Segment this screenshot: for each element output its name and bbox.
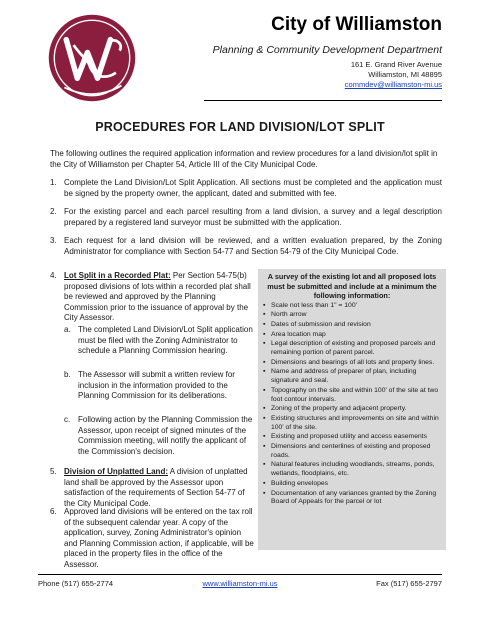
- list-item: [64, 370, 254, 402]
- city-logo-icon: [46, 12, 138, 104]
- item-text: Approved land divisions will be entered on the tax roll of the subsequent calendar year. A copy of the application, survey, Zoning Administrator's opinion and Planning Commission action, if applicable, will be placed in the property files in the office of the Assessor.: [64, 507, 254, 569]
- item-heading: Lot Split in a Recorded Plat:: [64, 271, 171, 280]
- item-text: Complete the Land Division/Lot Split Application. All sections must be completed and the application must be signed by the property owner, the applicant, dated and submitted with fee.: [64, 178, 442, 198]
- list-item: [64, 415, 254, 457]
- item-number: 1.: [50, 178, 57, 187]
- list-item: [50, 271, 254, 324]
- footer-divider: [38, 574, 442, 575]
- address-city: Williamston, MI 48895: [368, 70, 442, 79]
- item-text: Lot Split in a Recorded Plat: Per Section 54-75(b) proposed divisions of lots within a recorded plat shall be reviewed and approved by the Planning Commission prior to the issuance of approval by the City Assessor.: [64, 271, 251, 322]
- list-item: ▪ Topography on the site and within 100' of the site at two foot contour intervals.: [263, 387, 441, 404]
- list-item: ▪ Area location map: [263, 331, 441, 340]
- header-divider: [204, 100, 442, 101]
- address-street: 161 E. Grand River Avenue: [350, 60, 442, 69]
- list-item: [50, 178, 442, 199]
- item-text: Division of Unplatted Land: A division of unplatted land shall be approved by the Assessor upon satisfaction of the requirements of Section 54-77 of the City Municipal Code.: [64, 467, 248, 508]
- list-item: ▪ Name and address of preparer of plan, including signature and seal.: [263, 368, 441, 385]
- list-item: ▪ Documentation of any variances granted by the Zoning Board of Appeals for the parcel or lot: [263, 490, 441, 507]
- item-number: 6.: [50, 507, 57, 516]
- item-heading: Division of Unplatted Land:: [64, 467, 168, 476]
- list-item: ▪ Natural features including woodlands, streams, ponds, wetlands, floodplains, etc.: [263, 461, 441, 478]
- city-title: City of Williamston: [271, 14, 442, 35]
- intro-paragraph: The following outlines the required application information and review procedures for a land division/lot split in the City of Williamston per Chapter 54, Article III of the City Municipal Code.: [50, 149, 438, 169]
- list-item: [50, 207, 442, 228]
- list-item: ▪ Dimensions and centerlines of existing and proposed roads.: [263, 443, 441, 460]
- list-item: ▪ Existing and proposed utility and access easements: [263, 433, 441, 442]
- survey-requirements-box: [258, 269, 446, 550]
- list-item: ▪ Building envelopes: [263, 480, 441, 489]
- department-name: Planning & Community Development Department: [212, 44, 442, 56]
- list-item: ▪ Zoning of the property and adjacent property.: [263, 405, 441, 414]
- item-number: 5.: [50, 467, 57, 476]
- list-item: [64, 325, 254, 357]
- item-number: 4.: [50, 271, 57, 280]
- list-item: [50, 507, 254, 570]
- subitem-text: The completed Land Division/Lot Split application must be filed with the Zoning Administrator to schedule a Planning Commission hearing.: [78, 325, 253, 355]
- item-number: 3.: [50, 236, 57, 245]
- list-item: ▪ North arrow: [263, 311, 441, 320]
- footer-fax: Fax (517) 655-2797: [376, 579, 442, 588]
- list-item: [50, 236, 442, 257]
- footer-website-link[interactable]: www.williamston-mi.us: [202, 579, 278, 588]
- subitem-text: Following action by the Planning Commission the Assessor, upon receipt of signed minutes of the Commission meeting, will notify the applicant of the Commission's decision.: [78, 415, 253, 456]
- subitem-letter: b.: [64, 370, 71, 379]
- list-item: [50, 467, 254, 509]
- item-number: 2.: [50, 207, 57, 216]
- subitem-letter: c.: [64, 415, 71, 424]
- list-item: ▪ Dates of submission and revision: [263, 321, 441, 330]
- subitem-text: The Assessor will submit a written review for inclusion in the information provided to the Planning Commission for its deliberations.: [78, 370, 235, 400]
- address-block: [345, 60, 442, 90]
- list-item: ▪ Legal description of existing and proposed parcels and remaining portion of parent parcel.: [263, 340, 441, 357]
- item-text: For the existing parcel and each parcel resulting from a land division, a survey and a legal description prepared by a registered land surveyor must be submitted with the application.: [64, 207, 442, 227]
- survey-requirements-list: [263, 302, 441, 507]
- list-item: ▪ Dimensions and bearings of all lots and property lines.: [263, 359, 441, 368]
- document-title: PROCEDURES FOR LAND DIVISION/LOT SPLIT: [95, 120, 385, 134]
- footer-phone: Phone (517) 655-2774: [38, 579, 114, 588]
- subitem-letter: a.: [64, 325, 71, 334]
- item-text: Each request for a land division will be reviewed, and a written evaluation prepared, by the Zoning Administrator for compliance with Section 54-77 and Section 54-79 of the City Municipal Code.: [64, 236, 442, 256]
- list-item: ▪ Scale not less than 1" = 100': [263, 302, 441, 311]
- list-item: ▪ Existing structures and improvements on site and within 100' of the site.: [263, 415, 441, 432]
- survey-box-heading: A survey of the existing lot and all proposed lots must be submitted and include at a minimum the following information:: [267, 272, 437, 300]
- email-link[interactable]: commdev@williamston-mi.us: [344, 80, 442, 89]
